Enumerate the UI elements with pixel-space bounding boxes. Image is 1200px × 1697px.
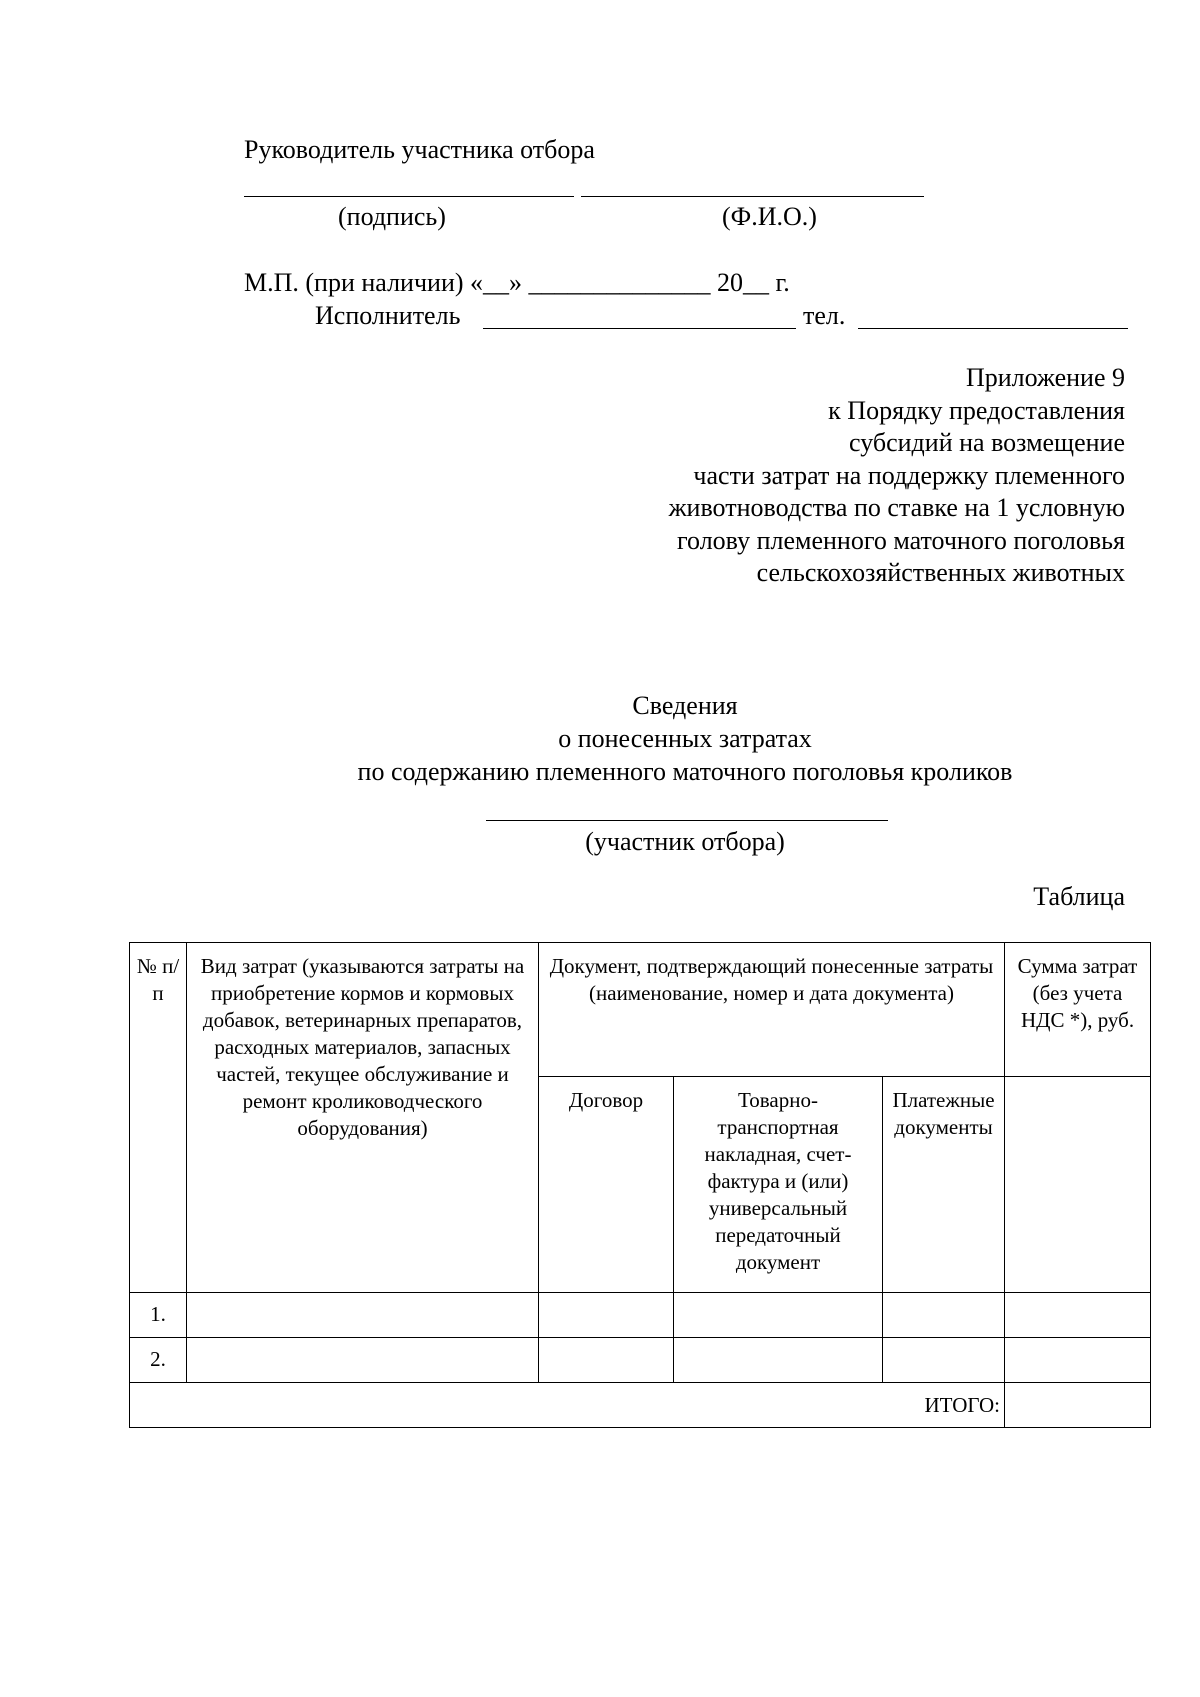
header-number: № п/п bbox=[130, 943, 187, 1293]
table-row bbox=[130, 1293, 1151, 1338]
appendix-line: к Порядку предоставления bbox=[828, 395, 1125, 425]
costs-table bbox=[129, 942, 1151, 1428]
total-row bbox=[130, 1383, 1151, 1428]
cell-contract[interactable] bbox=[539, 1338, 674, 1383]
header-sum: Сумма затрат (без учета НДС *), руб. bbox=[1005, 943, 1151, 1077]
subheader-waybill: Товарно-транспортная накладная, счет-фактура и (или) универсальный передаточный документ bbox=[674, 1077, 883, 1293]
cell-sum[interactable] bbox=[1005, 1293, 1151, 1338]
participant-line bbox=[486, 820, 888, 821]
appendix-line: сельскохозяйственных животных bbox=[756, 558, 1125, 587]
document-title bbox=[0, 689, 1200, 788]
title-line-2: о понесенных затратах bbox=[558, 724, 812, 753]
subheader-sum-empty bbox=[1005, 1077, 1151, 1293]
fio-line bbox=[581, 196, 924, 197]
cell-waybill[interactable] bbox=[674, 1293, 883, 1338]
cell-waybill[interactable] bbox=[674, 1338, 883, 1383]
fio-caption: (Ф.И.О.) bbox=[722, 202, 817, 231]
header-document: Документ, подтверждающий понесенные затраты (наименование, номер и дата документа) bbox=[539, 943, 1005, 1077]
head-label: Руководитель участника отбора bbox=[244, 135, 595, 164]
total-label: ИТОГО: bbox=[130, 1383, 1005, 1428]
cell-payment[interactable] bbox=[883, 1338, 1005, 1383]
table-row bbox=[130, 1338, 1151, 1383]
phone-label: тел. bbox=[803, 301, 846, 330]
header-cost-type: Вид затрат (указываются затраты на приобретение кормов и кормовых добавок, ветеринарных препаратов, расходных материалов, запасных частей, текущее обслуживание и ремонт кролиководческого оборудования) bbox=[187, 943, 539, 1293]
appendix-line: животноводства по ставке на 1 условную bbox=[668, 493, 1125, 522]
appendix-block bbox=[669, 362, 1125, 590]
executor-label: Исполнитель bbox=[315, 301, 461, 330]
signature-line bbox=[244, 196, 574, 197]
appendix-line: субсидий на возмещение bbox=[849, 428, 1125, 457]
cell-cost-type[interactable] bbox=[187, 1338, 539, 1383]
appendix-line: Приложение 9 bbox=[965, 363, 1125, 392]
total-sum-cell[interactable] bbox=[1005, 1383, 1151, 1428]
table-label: Таблица bbox=[1033, 882, 1125, 911]
subheader-contract: Договор bbox=[539, 1077, 674, 1293]
phone-line bbox=[858, 328, 1128, 329]
row-number: 1. bbox=[130, 1293, 187, 1338]
cell-payment[interactable] bbox=[883, 1293, 1005, 1338]
title-line-1: Сведения bbox=[632, 691, 738, 720]
appendix-line: части затрат на поддержку племенного bbox=[693, 460, 1125, 490]
seal-date-line: М.П. (при наличии) «__» ______________ 20__ г. bbox=[244, 268, 790, 297]
title-line-3: по содержанию племенного маточного поголовья кроликов bbox=[357, 757, 1013, 786]
row-number: 2. bbox=[130, 1338, 187, 1383]
subheader-payment: Платежные документы bbox=[883, 1077, 1005, 1293]
cell-cost-type[interactable] bbox=[187, 1293, 539, 1338]
executor-line bbox=[483, 328, 796, 329]
participant-caption: (участник отбора) bbox=[585, 827, 785, 856]
appendix-line: голову племенного маточного поголовья bbox=[677, 525, 1125, 555]
cell-sum[interactable] bbox=[1005, 1338, 1151, 1383]
cell-contract[interactable] bbox=[539, 1293, 674, 1338]
signature-caption: (подпись) bbox=[338, 202, 446, 231]
